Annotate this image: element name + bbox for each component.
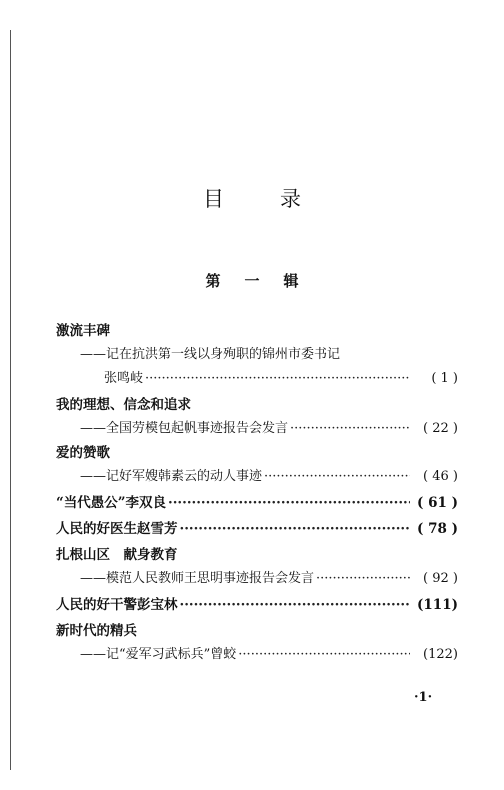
toc-entry-heading: 扎根山区 献身教育: [56, 547, 178, 563]
entry-page-number: ( 1 ): [431, 371, 458, 386]
toc-entry-subtitle: ——记“爱军习武标兵”曾蛟 ····· (122): [80, 646, 458, 664]
toc-entry-subtitle: ——记好军嫂韩素云的动人事迹 ····· ( 46 ): [80, 468, 458, 486]
toc-entry-heading: 爱的赞歌: [56, 445, 110, 461]
entry-page-number: ( 46 ): [423, 469, 458, 484]
toc-entry-heading: 人民的好干警彭宝林 ····· (111): [56, 596, 458, 614]
entry-page-number: (111): [417, 597, 458, 613]
toc-entry-subtitle-continued: 张鸣岐 ····· ( 1 ): [104, 370, 458, 388]
toc-entry-subtitle: ——记在抗洪第一线以身殉职的锦州市委书记: [80, 347, 341, 362]
toc-entry-subtitle: ——全国劳模包起帆事迹报告会发言 ····· ( 22 ): [80, 420, 458, 438]
toc-entry-heading: 人民的好医生赵雪芳 ····· ( 78 ): [56, 520, 458, 538]
toc-entry-subtitle: ——模范人民教师王思明事迹报告会发言 ····· ( 92 ): [80, 570, 458, 588]
page-binding-edge: [10, 30, 11, 770]
leader-dots: [180, 520, 411, 538]
entry-page-number: (122): [423, 647, 458, 662]
leader-dots: [290, 420, 410, 438]
folio-page-number: ·1·: [414, 690, 433, 705]
section-title: 第一辑: [205, 272, 323, 290]
entry-page-number: ( 92 ): [423, 571, 458, 586]
leader-dots: [316, 570, 410, 588]
entry-page-number: ( 22 ): [423, 421, 458, 436]
entry-page-number: ( 61 ): [417, 495, 458, 511]
leader-dots: [238, 646, 410, 664]
leader-dots: [145, 370, 410, 388]
toc-entry-heading: 激流丰碑: [56, 323, 110, 339]
toc-entry-heading: 新时代的精兵: [56, 623, 137, 639]
leader-dots: [264, 468, 410, 486]
toc-title: 目录: [203, 187, 357, 211]
toc-entry-heading: “当代愚公”李双良 ····· ( 61 ): [56, 494, 458, 512]
toc-entry-heading: 我的理想、信念和追求: [56, 397, 191, 413]
leader-dots: [168, 494, 410, 512]
leader-dots: [180, 596, 411, 614]
entry-page-number: ( 78 ): [417, 521, 458, 537]
